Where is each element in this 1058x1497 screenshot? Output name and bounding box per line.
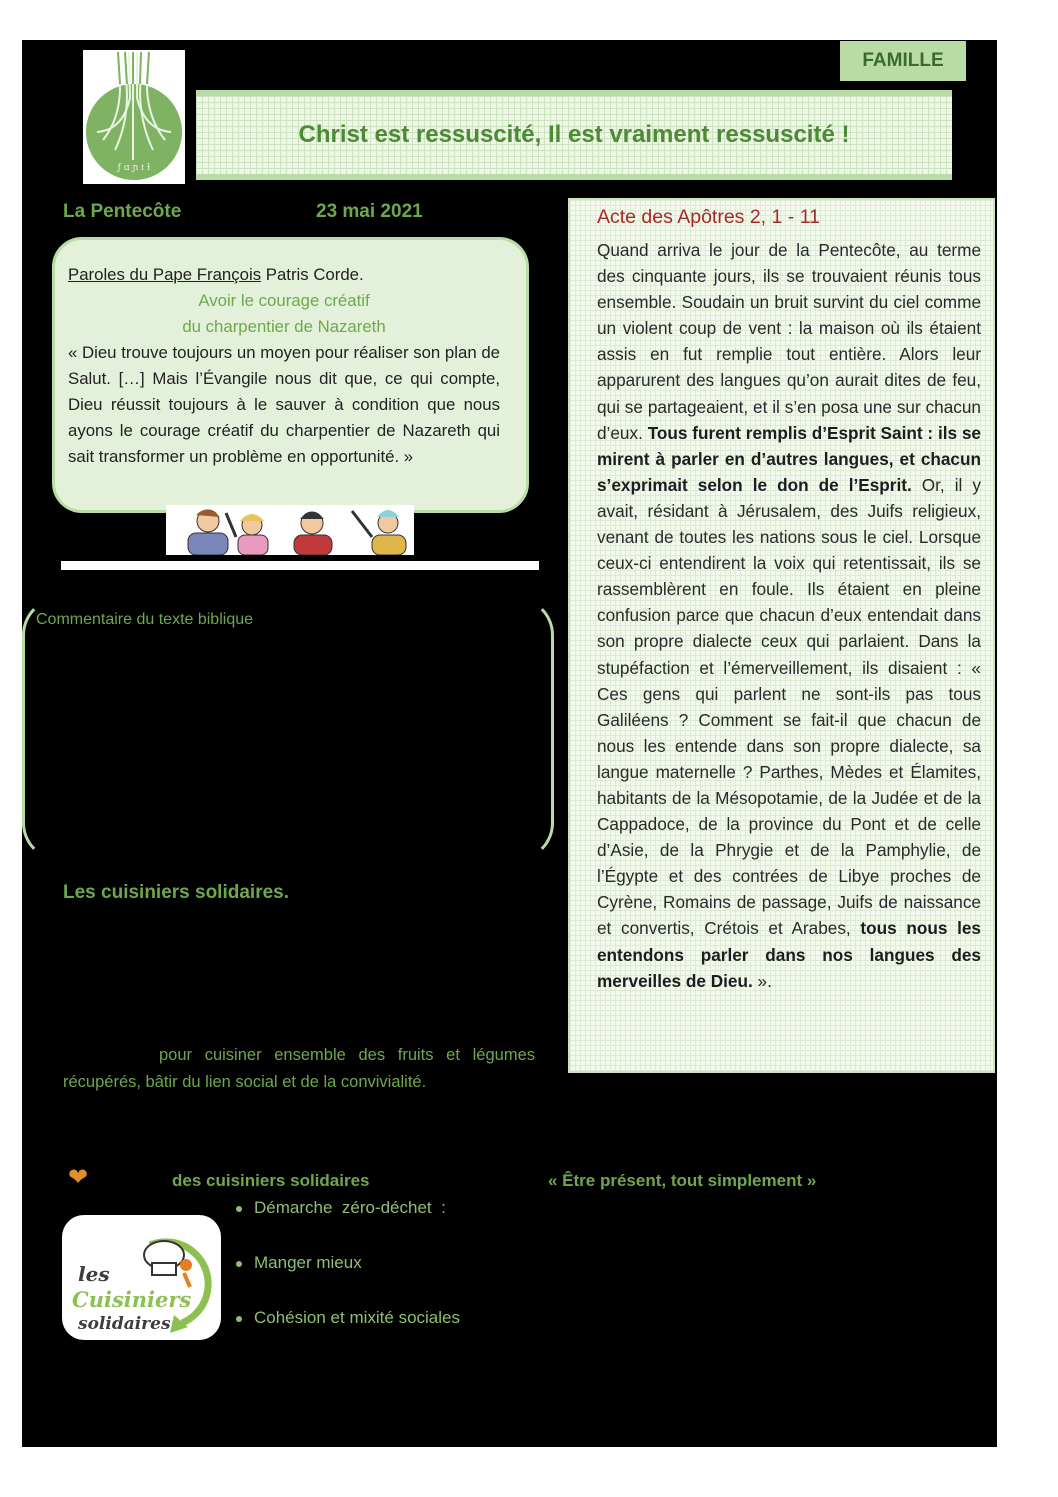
tag-label: FAMILLE	[862, 50, 944, 71]
acts-bold-1: Tous furent remplis d’Esprit Saint : ils se mirent à parler en d’autres langues, et chacun s’exprimait selon le don de l’Esprit.	[597, 422, 981, 495]
logo-line-1: les	[78, 1262, 110, 1286]
acts-reading	[568, 198, 995, 1073]
heart-icon: ❤	[68, 1164, 89, 1191]
title-banner	[196, 90, 952, 180]
pope-quote: « Dieu trouve toujours un moyen pour réaliser son plan de Salut. […] Mais l’Évangile nous dit que, ce qui compte, Dieu réussit toujours à le sauver à condition que nous ayons le courage créatif du charpentier de Nazareth qui sait transformer un problème en opportunité. »	[68, 343, 500, 466]
cuisiniers-text: pour cuisiner ensemble des fruits et légumes récupérés, bâtir du lien social et de la convivialité.	[63, 1046, 535, 1091]
bullet-label: Cohésion et mixité sociales	[254, 1308, 460, 1327]
acts-part-1: Quand arriva le jour de la Pentecôte, au terme des cinquante jours, ils se trouvaient réunis tous ensemble. Soudain un bruit survint du ciel comme un violent coup de vent : la maison où ils étaient assis en fut remplie tout entière. Alors leur apparurent des langues qu’on aurait dites de feu, qui se partageaient, et il s’en posa une sur chacun d’eux.	[597, 240, 981, 443]
bullet-item	[236, 1253, 362, 1273]
pope-intro: Paroles du Pape François	[68, 265, 262, 284]
pope-source: Patris Corde.	[261, 265, 364, 284]
cuisiniers-logo	[62, 1215, 221, 1340]
feast-name: La Pentecôte	[63, 201, 182, 222]
tree-icon	[83, 50, 185, 184]
pope-subtitle-2: du charpentier de Nazareth	[182, 317, 386, 336]
values-label: des cuisiniers solidaires	[172, 1171, 370, 1190]
acts-bold-2: tous nous les entendons parler dans nos langues des merveilles de Dieu.	[597, 918, 981, 991]
svg-text:ƒ ɑ ɲ ɪ ɫ: ƒ ɑ ɲ ɪ ɫ	[117, 163, 151, 173]
commentary-frame	[22, 597, 554, 861]
pope-heading	[68, 262, 500, 288]
chef-hat-logo-icon	[62, 1215, 221, 1340]
commentary-label: Commentaire du texte biblique	[36, 611, 254, 628]
people-waving-icon	[166, 505, 414, 555]
people-illustration	[166, 505, 414, 555]
feast-date: 23 mai 2021	[316, 201, 423, 222]
motto: « Être présent, tout simplement »	[548, 1171, 817, 1190]
bullet-label: Manger mieux	[254, 1253, 362, 1272]
bullet-dot-icon	[236, 1206, 242, 1212]
pope-subtitle-1: Avoir le courage créatif	[198, 291, 370, 310]
cuisiniers-heading: Les cuisiniers solidaires.	[63, 882, 289, 903]
bullet-item	[236, 1198, 446, 1218]
acts-end: ».	[752, 970, 772, 991]
pope-quote-box	[52, 237, 529, 513]
logo-line-3: solidaires	[78, 1314, 171, 1334]
bullet-dot-icon	[236, 1261, 242, 1267]
logo-line-2: Cuisiniers	[72, 1287, 192, 1312]
tree-logo	[83, 50, 185, 184]
bullet-label: Démarche zéro-déchet :	[254, 1198, 446, 1217]
famille-tag	[840, 41, 966, 81]
section-divider	[61, 561, 539, 570]
acts-part-2: Or, il y avait, résidant à Jérusalem, des Juifs religieux, venant de toutes les nations sous le ciel. Lorsque ceux-ci entendirent la voix qui retentissait, ils se rassemblèrent en foule. Ils étaient en pleine confusion parce que chacun d’eux entendait dans son propre dialecte ceux qui parlaient. Dans la stupéfaction et l’émerveillement, ils disaient : « Ces gens qui parlent ne sont-ils pas tous Galiléens ? Comment se fait-il que chacun de nous les entende dans son propre dialecte, sa langue maternelle ? Parthes, Mèdes et Élamites, habitants de la Mésopotamie, de la Judée et de la Cappadoce, de la province du Pont et de celle d’Asie, de la Phrygie et de la Pamphylie, de l’Égypte et des contrées de Libye proches de Cyrène, Romains de passage, Juifs de naissance et convertis, Crétois et Arabes,	[597, 474, 981, 939]
bullet-dot-icon	[236, 1316, 242, 1322]
page-title: Christ est ressuscité, Il est vraiment ressuscité !	[298, 121, 850, 148]
acts-reference: Acte des Apôtres 2, 1 - 11	[597, 206, 820, 228]
bullet-item	[236, 1308, 460, 1328]
acts-text	[597, 237, 981, 994]
